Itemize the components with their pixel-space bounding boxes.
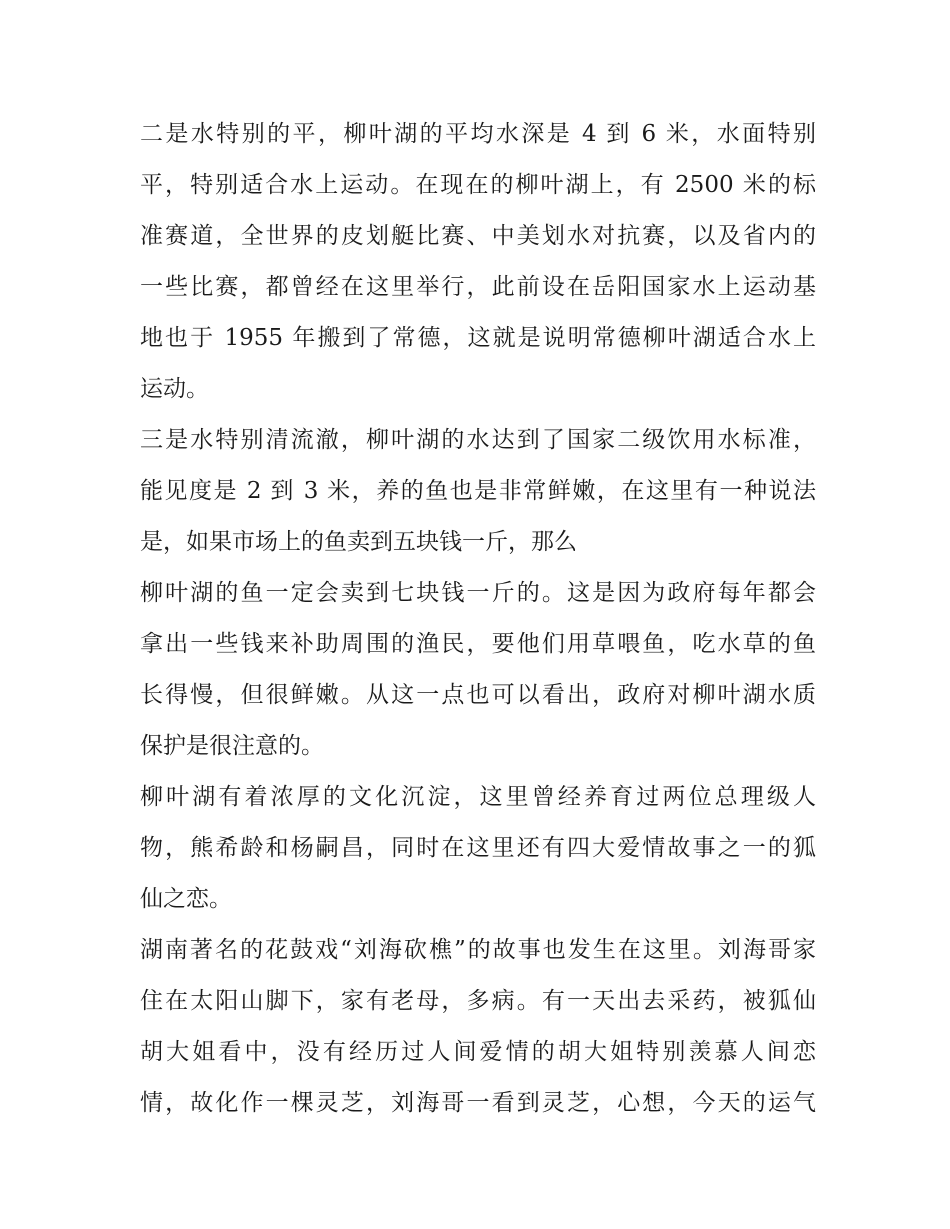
text-line: 物，熊希龄和杨嗣昌，同时在这里还有四大爱情故事之一的狐 [140,835,816,861]
text-line: 平，特别适合水上运动。在现在的柳叶湖上，有 2500 米的标 [140,172,816,198]
text-line: 住在太阳山脚下，家有老母，多病。有一天出去采药，被狐仙 [140,988,816,1014]
text-line: 二是水特别的平，柳叶湖的平均水深是 4 到 6 米，水面特别 [140,121,816,147]
text-line: 柳叶湖的鱼一定会卖到七块钱一斤的。这是因为政府每年都会 [140,580,816,606]
text-line: 保护是很注意的。 [140,733,324,759]
paragraph-5 [140,925,816,1129]
paragraph-3 [140,568,816,772]
text-line: 胡大姐看中，没有经历过人间爱情的胡大姐特别羡慕人间恋 [140,1039,816,1065]
text-line: 长得慢，但很鲜嫩。从这一点也可以看出，政府对柳叶湖水质 [140,682,816,708]
text-line: 地也于 1955 年搬到了常德，这就是说明常德柳叶湖适合水上 [140,325,816,351]
text-line: 能见度是 2 到 3 米，养的鱼也是非常鲜嫩，在这里有一种说法 [140,478,816,504]
text-line: 是，如果市场上的鱼卖到五块钱一斤，那么 [140,529,577,555]
text-line: 运动。 [140,376,209,402]
paragraph-4 [140,772,816,925]
text-line: 一些比赛，都曾经在这里举行，此前设在岳阳国家水上运动基 [140,274,816,300]
paragraph-1 [140,109,816,415]
text-line: 拿出一些钱来补助周围的渔民，要他们用草喂鱼，吃水草的鱼 [140,631,816,657]
text-line: 柳叶湖有着浓厚的文化沉淀，这里曾经养育过两位总理级人 [140,784,816,810]
text-line: 情，故化作一棵灵芝，刘海哥一看到灵芝，心想，今天的运气 [140,1090,816,1116]
text-line: 仙之恋。 [140,886,232,912]
document-body [140,109,816,1129]
text-line: 湖南著名的花鼓戏“刘海砍樵”的故事也发生在这里。刘海哥家 [140,937,816,963]
paragraph-2 [140,415,816,568]
text-line: 准赛道，全世界的皮划艇比赛、中美划水对抗赛，以及省内的 [140,223,816,249]
text-line: 三是水特别清流澈，柳叶湖的水达到了国家二级饮用水标准， [140,427,816,453]
